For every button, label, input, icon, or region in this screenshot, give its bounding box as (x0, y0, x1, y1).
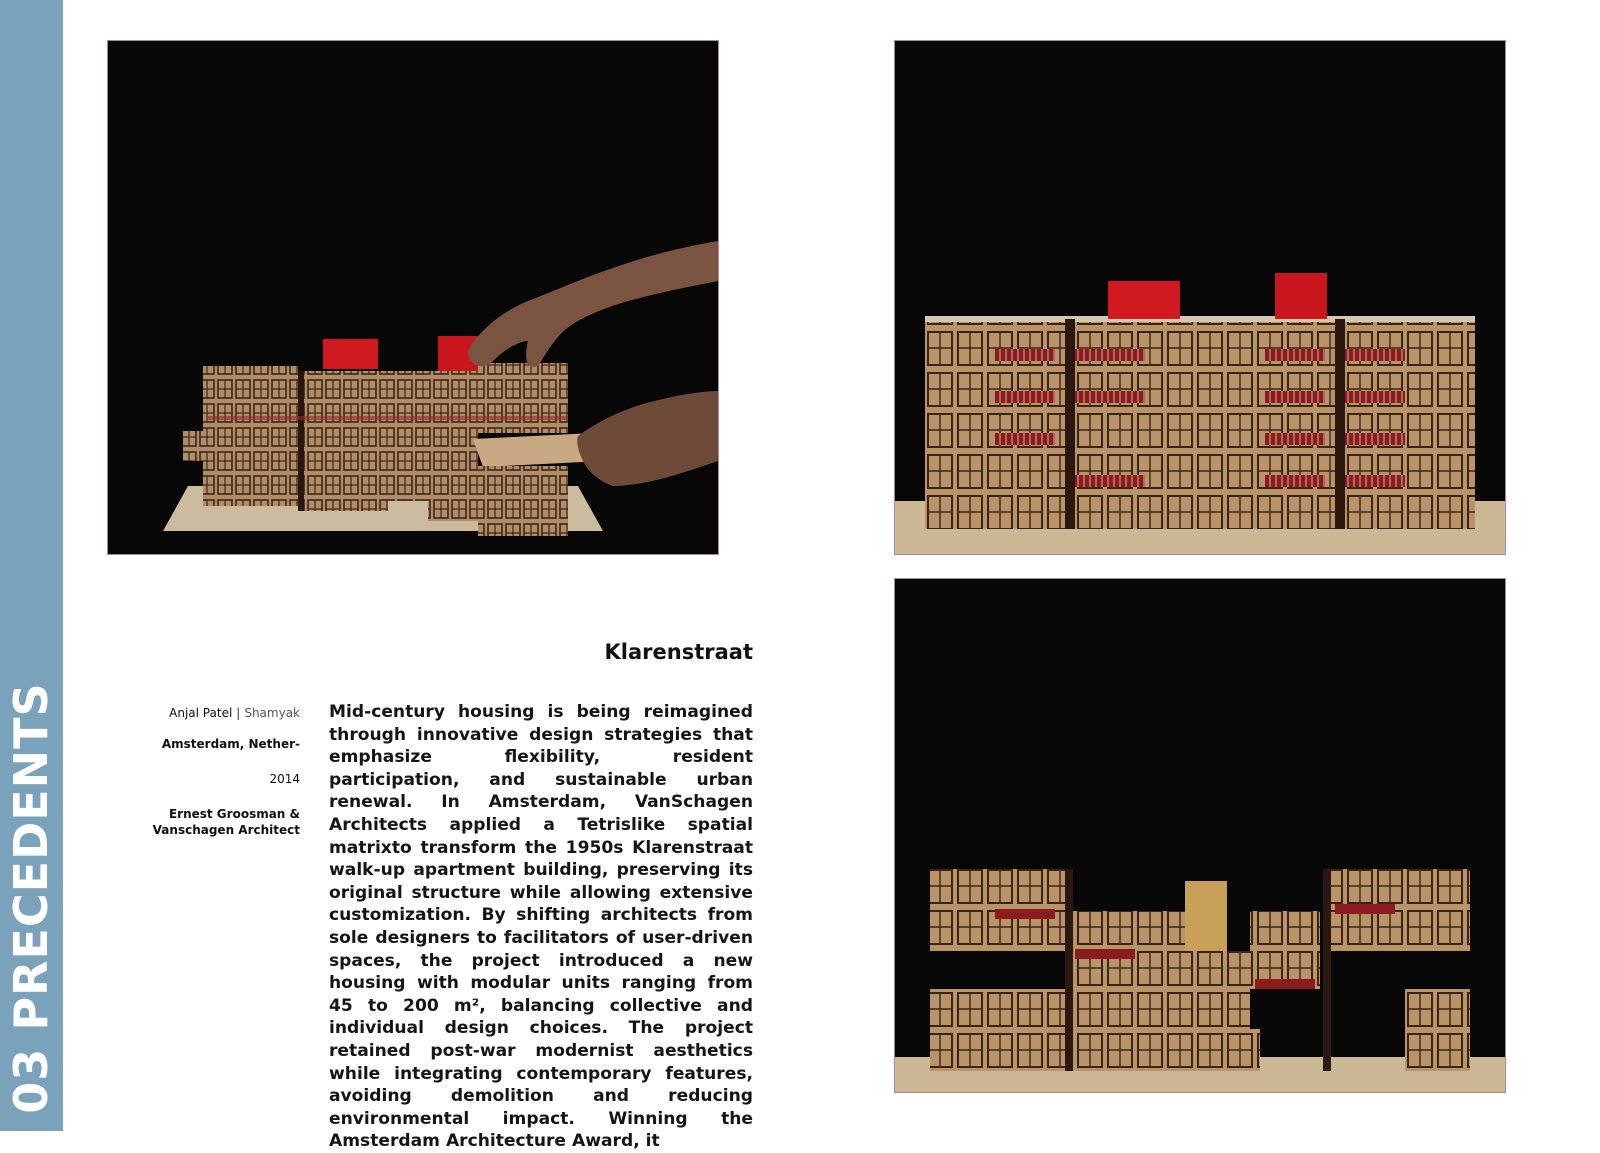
section-sidebar (0, 0, 63, 1131)
project-description: Mid-century housing is being reimagined through innovative design strategies that emphasize flexibility, resident participation, and sustainable urban renewal. In Amsterdam, VanSchagen Architects applied a Tetrislike spatial matrixto transform the 1950s Klarenstraat walk-up apartment building, preserving its original structure while allowing extensive customization. By shifting architects from sole designers to facilitators of user-driven spaces, the project introduced a new housing with modular units ranging from 45 to 200 m², balancing collective and individual design choices. The project retained post-war modernist aesthetics while integrating contemporary features, avoiding demolition and reducing environmental impact. Winning the Amsterdam Architecture Award, it (329, 702, 753, 1152)
model-photo-shifted-image (895, 579, 1505, 1092)
authors (169, 705, 300, 721)
project-architect: Ernest Groosman & Vanschagen Architect (152, 807, 300, 837)
author-secondary: Shamyak (244, 706, 300, 720)
project-location: Amsterdam, Nether- (161, 737, 300, 751)
model-photo-front-image (895, 41, 1505, 554)
project-title: Klarenstraat (604, 640, 753, 664)
model-photo-hands (107, 40, 719, 555)
section-title: 03 PRECEDENTS (4, 682, 58, 1114)
author-separator: | (236, 706, 241, 720)
model-photo-hands-image (108, 41, 718, 554)
author-primary: Anjal Patel (169, 706, 233, 720)
model-photo-shifted-modules (894, 578, 1506, 1093)
project-year: 2014 (269, 772, 300, 786)
model-photo-front-elevation (894, 40, 1506, 555)
